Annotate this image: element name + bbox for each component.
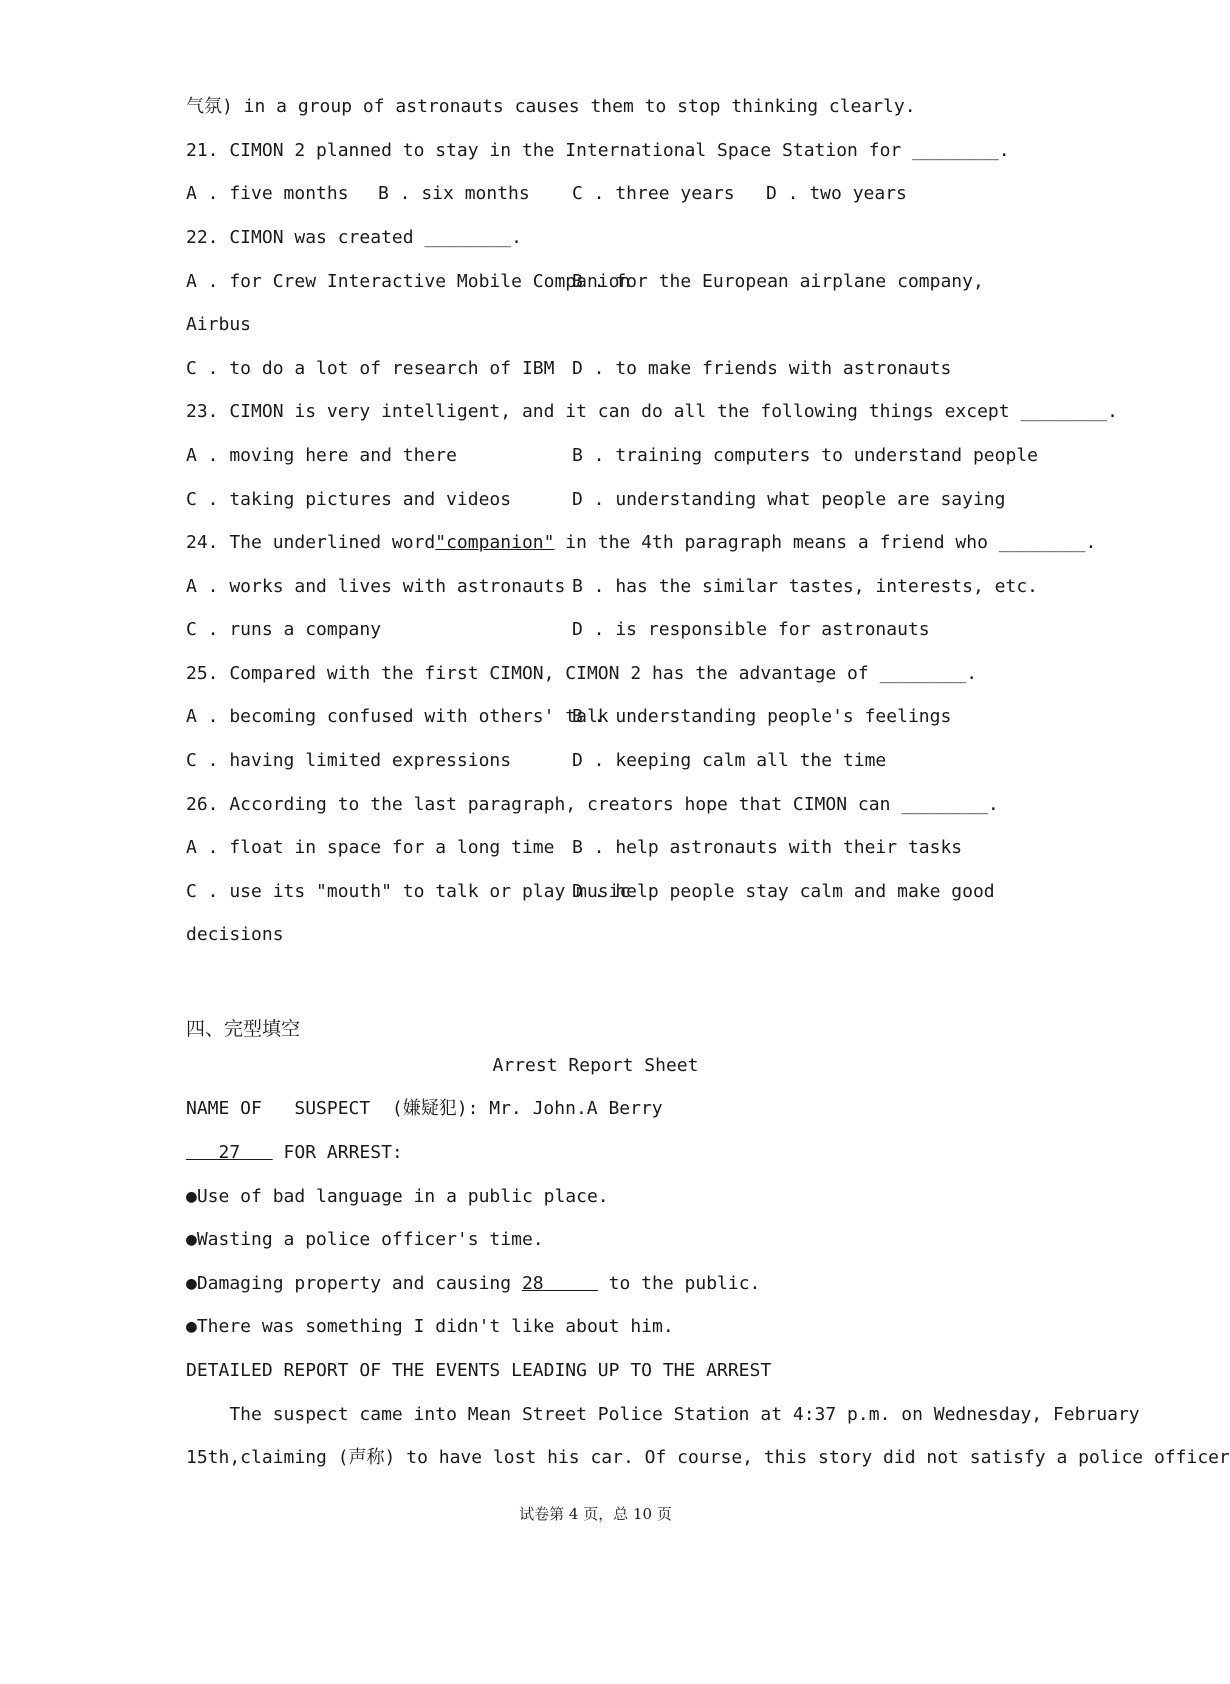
option-23c: C . taking pictures and videos [186, 489, 512, 510]
option-22b: B . for the European airplane company, [572, 271, 984, 292]
bullet-wasting-time: ●Wasting a police officer's time. [186, 1229, 544, 1250]
option-21b: B . six months [378, 183, 530, 204]
blank-27: 27 [218, 1142, 241, 1163]
reason-label: FOR ARREST: [272, 1142, 403, 1163]
option-22b-continued: Airbus [186, 314, 252, 335]
option-21a: A . five months [186, 183, 349, 204]
intro-line: 气氛) in a group of astronauts causes them to stop thinking clearly. [186, 96, 916, 117]
option-23b: B . training computers to understand people [572, 445, 1038, 466]
option-21c: C . three years [572, 183, 735, 204]
option-24b: B . has the similar tastes, interests, etc. [572, 576, 1038, 597]
option-26c: C . use its "mouth" to talk or play music [186, 881, 631, 902]
bullet-something: ●There was something I didn't like about him. [186, 1316, 674, 1337]
option-22c: C . to do a lot of research of IBM [186, 358, 555, 379]
blank-28: 28 [521, 1273, 544, 1294]
question-24 [186, 531, 1096, 555]
option-25a: A . becoming confused with others' talk [186, 706, 609, 727]
option-26d-continued: decisions [186, 924, 284, 945]
detailed-report-heading: DETAILED REPORT OF THE EVENTS LEADING UP TO THE ARREST [186, 1360, 772, 1381]
report-title: Arrest Report Sheet [492, 1055, 699, 1076]
bullet-damaging-property [186, 1272, 760, 1296]
bullet-bad-language: ●Use of bad language in a public place. [186, 1186, 609, 1207]
option-26a: A . float in space for a long time [186, 837, 555, 858]
underlined-word: "companion" [435, 532, 555, 553]
report-paragraph-line-2: 15th,claiming (声称) to have lost his car. Of course, this story did not satisfy a police officer [186, 1447, 1230, 1468]
reason-line [186, 1141, 403, 1165]
option-24d: D . is responsible for astronauts [572, 619, 930, 640]
question-24-suffix: in the 4th paragraph means a friend who ________. [554, 532, 1097, 553]
section-heading: 四、完型填空 [186, 1018, 301, 1040]
option-22a: A . for Crew Interactive Mobile Companion [186, 271, 631, 292]
question-24-prefix: 24. The underlined word [186, 532, 436, 553]
bullet-3-suffix: to the public. [597, 1273, 761, 1294]
report-paragraph-line-1: The suspect came into Mean Street Police Station at 4:37 p.m. on Wednesday, February [186, 1404, 1140, 1425]
option-23a: A . moving here and there [186, 445, 457, 466]
bullet-3-prefix: ●Damaging property and causing [186, 1273, 522, 1294]
option-25b: B . understanding people's feelings [572, 706, 952, 727]
option-25d: D . keeping calm all the time [572, 750, 887, 771]
option-22d: D . to make friends with astronauts [572, 358, 952, 379]
option-24a: A . works and lives with astronauts [186, 576, 566, 597]
suspect-name-line: NAME OF SUSPECT (嫌疑犯): Mr. John.A Berry [186, 1098, 663, 1119]
option-26b: B . help astronauts with their tasks [572, 837, 963, 858]
question-23: 23. CIMON is very intelligent, and it can do all the following things except ________. [186, 401, 1118, 422]
question-26: 26. According to the last paragraph, creators hope that CIMON can ________. [186, 794, 999, 815]
option-21d: D . two years [766, 183, 907, 204]
option-25c: C . having limited expressions [186, 750, 512, 771]
option-23d: D . understanding what people are saying [572, 489, 1006, 510]
question-21: 21. CIMON 2 planned to stay in the International Space Station for ________. [186, 140, 1010, 161]
question-25: 25. Compared with the first CIMON, CIMON 2 has the advantage of ________. [186, 663, 978, 684]
option-26d: D . help people stay calm and make good [572, 881, 995, 902]
page-footer: 试卷第 4 页，总 10 页 [519, 1505, 672, 1523]
option-24c: C . runs a company [186, 619, 382, 640]
question-22: 22. CIMON was created ________. [186, 227, 522, 248]
